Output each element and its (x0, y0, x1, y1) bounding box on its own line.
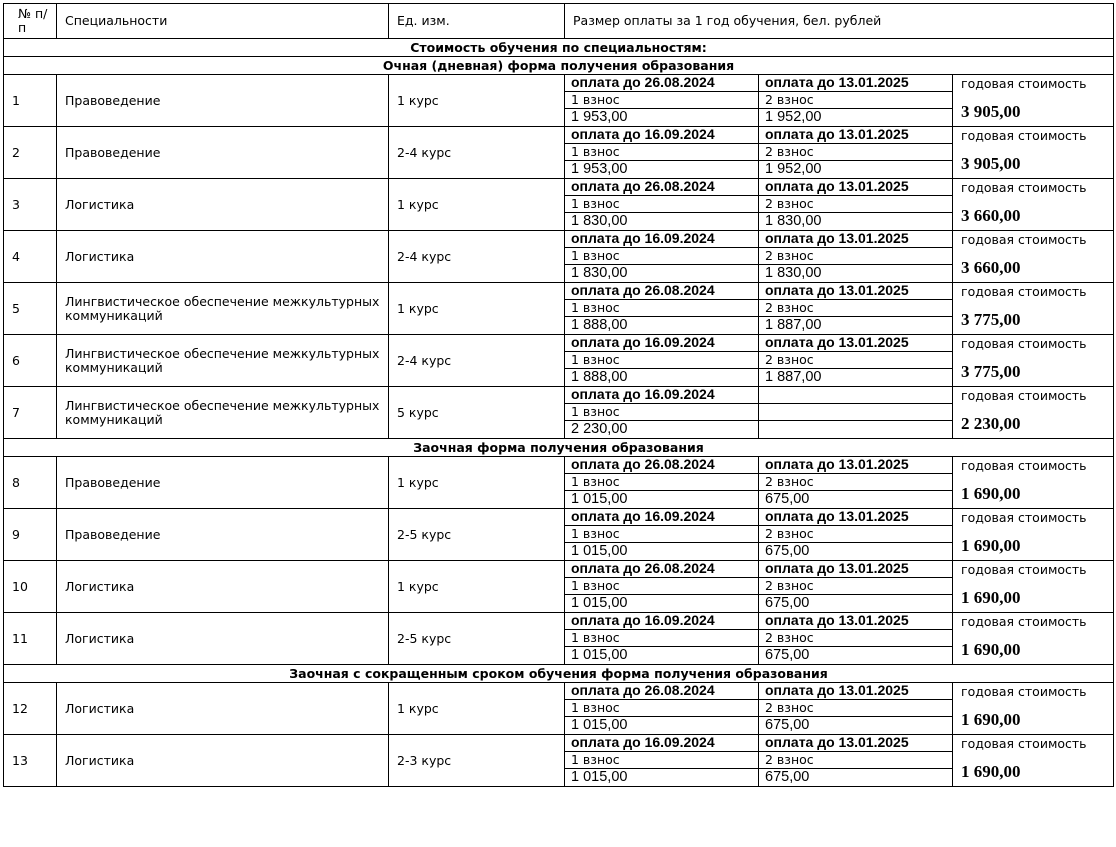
payment-deadline-1: оплата до 26.08.2024 (565, 283, 759, 300)
installment-2-label: 2 взнос (759, 474, 953, 491)
row-number: 3 (4, 179, 57, 231)
installment-1-label: 1 взнос (565, 474, 759, 491)
table-row (4, 179, 1114, 196)
installment-2-amount: 1 887,00 (759, 369, 953, 387)
specialty-name: Логистика (57, 179, 389, 231)
installment-2-amount: 1 887,00 (759, 317, 953, 335)
annual-total-cell (953, 613, 1114, 665)
installment-2-label: 2 взнос (759, 300, 953, 317)
installment-2-label: 2 взнос (759, 526, 953, 543)
specialty-name: Логистика (57, 231, 389, 283)
header-specialty: Специальности (57, 4, 389, 39)
installment-2-amount: 675,00 (759, 595, 953, 613)
payment-deadline-2: оплата до 13.01.2025 (759, 179, 953, 196)
section-title-row (4, 39, 1114, 57)
course-unit: 1 курс (389, 457, 565, 509)
row-number: 1 (4, 75, 57, 127)
annual-total-value: 2 230,00 (961, 413, 1021, 433)
annual-total-cell (953, 735, 1114, 787)
installment-2-amount: 1 830,00 (759, 213, 953, 231)
group-title-row (4, 57, 1114, 75)
specialty-name: Лингвистическое обеспечение межкультурных коммуникаций (57, 387, 389, 439)
installment-2-label: 2 взнос (759, 352, 953, 369)
installment-2-label: 2 взнос (759, 248, 953, 265)
table-row (4, 613, 1114, 630)
specialty-name: Логистика (57, 683, 389, 735)
annual-total-label: годовая стоимость (961, 284, 1087, 299)
installment-2-label: 2 взнос (759, 196, 953, 213)
course-unit: 1 курс (389, 283, 565, 335)
installment-2-amount: 675,00 (759, 717, 953, 735)
row-number: 6 (4, 335, 57, 387)
row-number: 8 (4, 457, 57, 509)
group-title: Очная (дневная) форма получения образования (4, 57, 1114, 75)
installment-1-label: 1 взнос (565, 92, 759, 109)
installment-1-amount: 1 830,00 (565, 265, 759, 283)
installment-2-amount (759, 421, 953, 439)
installment-1-label: 1 взнос (565, 300, 759, 317)
group-title-row (4, 665, 1114, 683)
installment-1-amount: 1 888,00 (565, 317, 759, 335)
payment-deadline-1: оплата до 16.09.2024 (565, 387, 759, 404)
annual-total-label: годовая стоимость (961, 562, 1087, 577)
annual-total-label: годовая стоимость (961, 388, 1087, 403)
installment-2-label: 2 взнос (759, 578, 953, 595)
annual-total-cell (953, 335, 1114, 387)
header-unit: Ед. изм. (389, 4, 565, 39)
annual-total-label: годовая стоимость (961, 458, 1087, 473)
installment-1-label: 1 взнос (565, 752, 759, 769)
course-unit: 5 курс (389, 387, 565, 439)
annual-total-value: 3 905,00 (961, 101, 1021, 121)
annual-total-cell (953, 561, 1114, 613)
annual-total-label: годовая стоимость (961, 180, 1087, 195)
row-number: 13 (4, 735, 57, 787)
course-unit: 2-5 курс (389, 509, 565, 561)
payment-deadline-1: оплата до 26.08.2024 (565, 179, 759, 196)
annual-total-cell (953, 231, 1114, 283)
installment-1-label: 1 взнос (565, 578, 759, 595)
installment-1-label: 1 взнос (565, 404, 759, 421)
installment-1-amount: 1 888,00 (565, 369, 759, 387)
payment-deadline-1: оплата до 16.09.2024 (565, 127, 759, 144)
table-row (4, 283, 1114, 300)
table-header-row (4, 4, 1114, 39)
table-row (4, 127, 1114, 144)
annual-total-label: годовая стоимость (961, 232, 1087, 247)
row-number: 2 (4, 127, 57, 179)
payment-deadline-1: оплата до 16.09.2024 (565, 735, 759, 752)
installment-2-label: 2 взнос (759, 700, 953, 717)
annual-total-label: годовая стоимость (961, 736, 1087, 751)
installment-1-amount: 1 015,00 (565, 491, 759, 509)
installment-1-label: 1 взнос (565, 526, 759, 543)
installment-2-label: 2 взнос (759, 752, 953, 769)
specialty-name: Логистика (57, 735, 389, 787)
installment-2-label: 2 взнос (759, 630, 953, 647)
installment-2-label: 2 взнос (759, 92, 953, 109)
table-row (4, 387, 1114, 404)
annual-total-cell (953, 127, 1114, 179)
specialty-name: Правоведение (57, 127, 389, 179)
table-row (4, 335, 1114, 352)
annual-total-value: 3 775,00 (961, 309, 1021, 329)
installment-1-amount: 1 015,00 (565, 543, 759, 561)
installment-2-amount: 675,00 (759, 543, 953, 561)
annual-total-cell (953, 509, 1114, 561)
payment-deadline-2: оплата до 13.01.2025 (759, 735, 953, 752)
installment-2-amount: 675,00 (759, 491, 953, 509)
payment-deadline-1: оплата до 16.09.2024 (565, 231, 759, 248)
installment-1-amount: 2 230,00 (565, 421, 759, 439)
specialty-name: Логистика (57, 613, 389, 665)
row-number: 5 (4, 283, 57, 335)
specialty-name: Лингвистическое обеспечение межкультурных коммуникаций (57, 335, 389, 387)
installment-1-label: 1 взнос (565, 248, 759, 265)
payment-deadline-1: оплата до 26.08.2024 (565, 457, 759, 474)
annual-total-cell (953, 683, 1114, 735)
payment-deadline-1: оплата до 26.08.2024 (565, 75, 759, 92)
installment-2-amount: 1 830,00 (759, 265, 953, 283)
annual-total-label: годовая стоимость (961, 510, 1087, 525)
annual-total-label: годовая стоимость (961, 336, 1087, 351)
annual-total-label: годовая стоимость (961, 76, 1087, 91)
payment-deadline-2: оплата до 13.01.2025 (759, 683, 953, 700)
course-unit: 1 курс (389, 683, 565, 735)
specialty-name: Логистика (57, 561, 389, 613)
payment-deadline-2: оплата до 13.01.2025 (759, 457, 953, 474)
course-unit: 2-4 курс (389, 127, 565, 179)
installment-1-amount: 1 953,00 (565, 161, 759, 179)
course-unit: 1 курс (389, 561, 565, 613)
specialty-name: Правоведение (57, 75, 389, 127)
course-unit: 2-5 курс (389, 613, 565, 665)
table-row (4, 75, 1114, 92)
annual-total-cell (953, 457, 1114, 509)
annual-total-value: 1 690,00 (961, 535, 1021, 555)
course-unit: 2-4 курс (389, 335, 565, 387)
installment-1-label: 1 взнос (565, 352, 759, 369)
table-row (4, 561, 1114, 578)
annual-total-value: 3 660,00 (961, 205, 1021, 225)
installment-1-amount: 1 015,00 (565, 717, 759, 735)
specialty-name: Лингвистическое обеспечение межкультурных коммуникаций (57, 283, 389, 335)
table-row (4, 683, 1114, 700)
table-row (4, 509, 1114, 526)
annual-total-value: 1 690,00 (961, 483, 1021, 503)
payment-deadline-1: оплата до 16.09.2024 (565, 335, 759, 352)
group-title: Заочная с сокращенным сроком обучения форма получения образования (4, 665, 1114, 683)
payment-deadline-2: оплата до 13.01.2025 (759, 231, 953, 248)
course-unit: 1 курс (389, 179, 565, 231)
annual-total-label: годовая стоимость (961, 128, 1087, 143)
payment-deadline-2: оплата до 13.01.2025 (759, 561, 953, 578)
payment-deadline-1: оплата до 16.09.2024 (565, 613, 759, 630)
row-number: 10 (4, 561, 57, 613)
installment-2-amount: 1 952,00 (759, 109, 953, 127)
table-row (4, 231, 1114, 248)
installment-2-amount: 1 952,00 (759, 161, 953, 179)
row-number: 12 (4, 683, 57, 735)
table-row (4, 457, 1114, 474)
payment-deadline-1: оплата до 26.08.2024 (565, 683, 759, 700)
installment-1-label: 1 взнос (565, 144, 759, 161)
payment-deadline-1: оплата до 16.09.2024 (565, 509, 759, 526)
annual-total-cell (953, 387, 1114, 439)
annual-total-cell (953, 75, 1114, 127)
annual-total-label: годовая стоимость (961, 684, 1087, 699)
group-title: Заочная форма получения образования (4, 439, 1114, 457)
annual-total-value: 1 690,00 (961, 709, 1021, 729)
installment-1-amount: 1 830,00 (565, 213, 759, 231)
table-row (4, 735, 1114, 752)
installment-2-amount: 675,00 (759, 769, 953, 787)
payment-deadline-2: оплата до 13.01.2025 (759, 283, 953, 300)
payment-deadline-1: оплата до 26.08.2024 (565, 561, 759, 578)
payment-deadline-2: оплата до 13.01.2025 (759, 613, 953, 630)
annual-total-cell (953, 283, 1114, 335)
annual-total-value: 1 690,00 (961, 639, 1021, 659)
payment-deadline-2 (759, 387, 953, 404)
payment-deadline-2: оплата до 13.01.2025 (759, 75, 953, 92)
installment-2-label (759, 404, 953, 421)
installment-2-amount: 675,00 (759, 647, 953, 665)
installment-1-amount: 1 953,00 (565, 109, 759, 127)
installment-1-amount: 1 015,00 (565, 595, 759, 613)
row-number: 11 (4, 613, 57, 665)
course-unit: 2-3 курс (389, 735, 565, 787)
payment-deadline-2: оплата до 13.01.2025 (759, 509, 953, 526)
annual-total-value: 3 660,00 (961, 257, 1021, 277)
annual-total-value: 1 690,00 (961, 587, 1021, 607)
annual-total-cell (953, 179, 1114, 231)
course-unit: 1 курс (389, 75, 565, 127)
payment-deadline-2: оплата до 13.01.2025 (759, 335, 953, 352)
annual-total-value: 3 905,00 (961, 153, 1021, 173)
row-number: 7 (4, 387, 57, 439)
row-number: 9 (4, 509, 57, 561)
header-num: № п/п (4, 4, 57, 39)
section-title: Стоимость обучения по специальностям: (4, 39, 1114, 57)
row-number: 4 (4, 231, 57, 283)
annual-total-value: 3 775,00 (961, 361, 1021, 381)
annual-total-value: 1 690,00 (961, 761, 1021, 781)
specialty-name: Правоведение (57, 509, 389, 561)
payment-deadline-2: оплата до 13.01.2025 (759, 127, 953, 144)
annual-total-label: годовая стоимость (961, 614, 1087, 629)
course-unit: 2-4 курс (389, 231, 565, 283)
specialty-name: Правоведение (57, 457, 389, 509)
installment-1-label: 1 взнос (565, 700, 759, 717)
tuition-table (3, 3, 1114, 787)
installment-2-label: 2 взнос (759, 144, 953, 161)
installment-1-amount: 1 015,00 (565, 769, 759, 787)
installment-1-label: 1 взнос (565, 196, 759, 213)
group-title-row (4, 439, 1114, 457)
header-payment: Размер оплаты за 1 год обучения, бел. рублей (565, 4, 1114, 39)
installment-1-amount: 1 015,00 (565, 647, 759, 665)
installment-1-label: 1 взнос (565, 630, 759, 647)
